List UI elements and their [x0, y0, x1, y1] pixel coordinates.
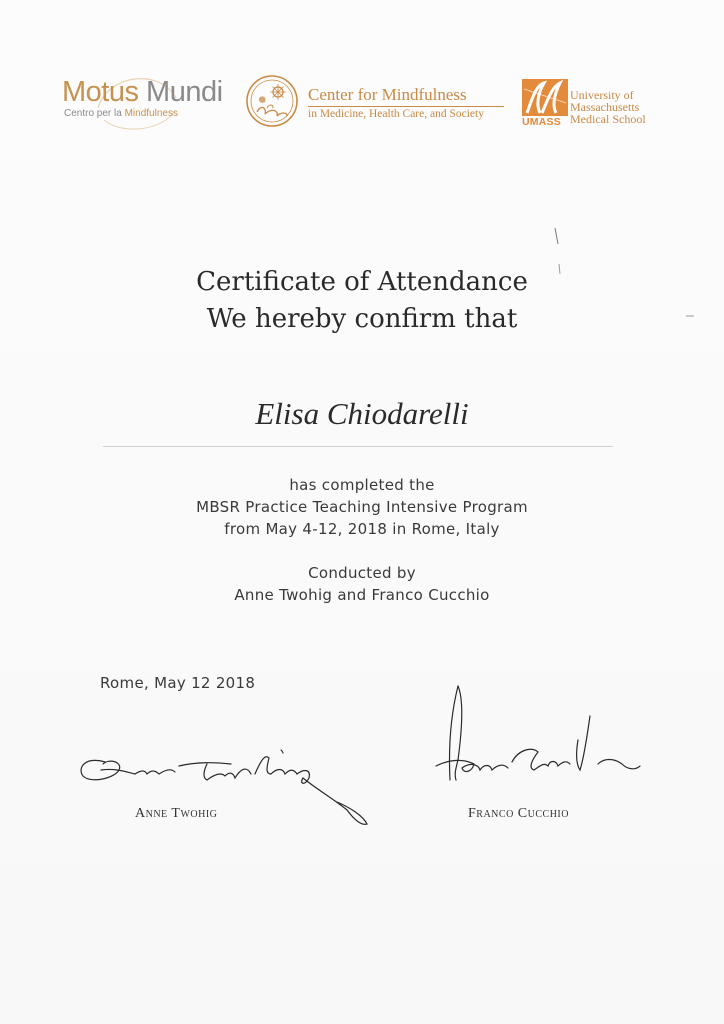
motus-mundi-title: Motus Mundi [62, 76, 223, 108]
recipient-underline [103, 446, 613, 447]
center-for-mindfulness-logo [245, 74, 510, 130]
completion-text: has completed the [289, 476, 435, 494]
franco-cucchio-signature [428, 680, 648, 800]
conducted-label: Conducted by [308, 564, 416, 582]
program-dates: from May 4-12, 2018 in Rome, Italy [224, 520, 500, 538]
paper-mark-icon [686, 314, 694, 318]
anne-twohig-signature [75, 734, 375, 829]
conductors: Anne Twohig and Franco Cucchio [234, 586, 490, 604]
place-date: Rome, May 12 2018 [100, 674, 256, 692]
program-name: MBSR Practice Teaching Intensive Program [196, 498, 528, 516]
motus-mundi-subtitle: Centro per la Mindfulness [64, 108, 178, 119]
mindfulness-seal-icon [245, 74, 299, 128]
certificate-subtitle: We hereby confirm that [206, 304, 518, 334]
center-rule [308, 106, 504, 107]
signer-anne-twohig: Anne Twohig [135, 806, 218, 821]
signer-franco-cucchio: Franco Cucchio [468, 806, 569, 821]
recipient-name: Elisa Chiodarelli [255, 396, 469, 431]
umass-emblem-icon [522, 79, 568, 116]
center-subtitle: in Medicine, Health Care, and Society [308, 108, 484, 120]
umass-logo [522, 79, 662, 131]
umass-wordmark: UMASS [522, 116, 561, 128]
umass-name: University of Massachusetts Medical School [570, 88, 646, 126]
motus-mundi-logo [62, 76, 237, 136]
paper-speck-icon [552, 226, 566, 280]
certificate-title: Certificate of Attendance [196, 267, 528, 297]
center-title: Center for Mindfulness [308, 85, 467, 104]
